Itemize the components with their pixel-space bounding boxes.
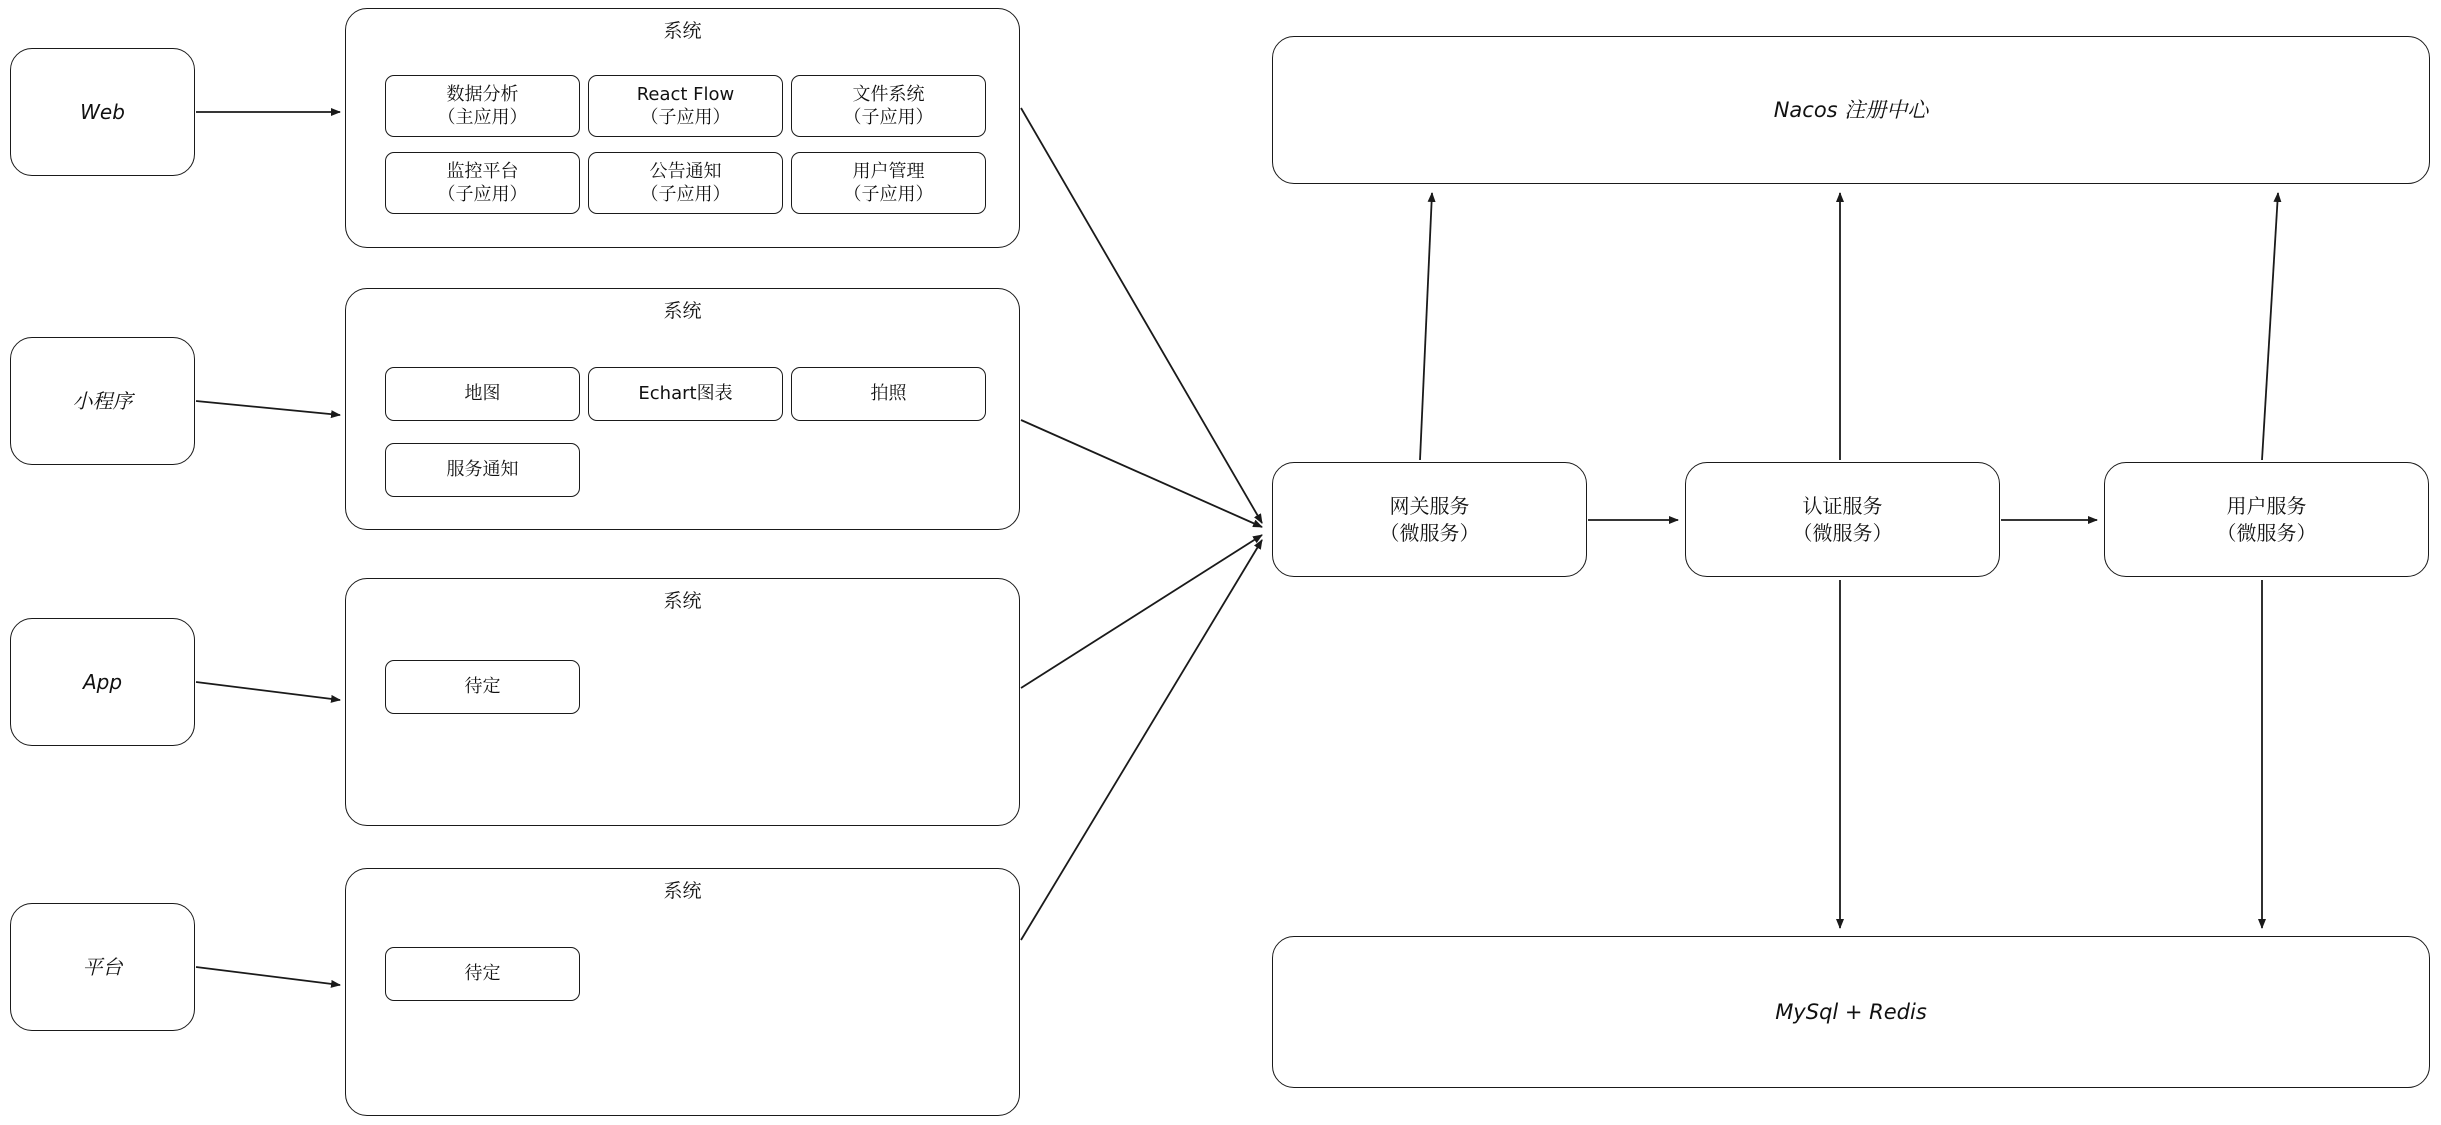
- sub-app-label: 服务通知: [446, 459, 519, 481]
- sub-app-label: 数据分析: [446, 83, 519, 105]
- sub-app-label: React Flow: [636, 83, 735, 105]
- sub-app-map[interactable]: [385, 367, 580, 421]
- sub-app-tbd-app[interactable]: [385, 660, 580, 714]
- sub-app-announcement[interactable]: [588, 152, 783, 214]
- sub-app-monitor-platform[interactable]: [385, 152, 580, 214]
- client-node-web[interactable]: [10, 48, 195, 176]
- sub-app-file-system[interactable]: [791, 75, 986, 137]
- sub-app-sublabel: （子应用）: [843, 107, 934, 128]
- sub-app-label: 文件系统: [852, 83, 925, 105]
- service-node-auth[interactable]: [1685, 462, 2000, 577]
- edge-groupplatform-to-gateway: [1021, 540, 1262, 940]
- edge-app-to-group: [196, 682, 340, 700]
- sub-app-label: 待定: [464, 963, 501, 985]
- client-label: 小程序: [72, 388, 133, 413]
- service-label: 用户服务: [2226, 493, 2307, 518]
- group-title: 系统: [663, 20, 702, 42]
- edge-platform-to-group: [196, 967, 340, 985]
- sub-app-sublabel: （子应用）: [640, 184, 731, 205]
- edge-groupapp-to-gateway: [1021, 535, 1262, 688]
- service-label: 网关服务: [1389, 493, 1470, 518]
- service-node-database[interactable]: [1272, 936, 2430, 1088]
- sub-app-photo[interactable]: [791, 367, 986, 421]
- sub-app-echart[interactable]: [588, 367, 783, 421]
- service-sublabel: （微服务）: [2216, 520, 2317, 545]
- sub-app-label: 用户管理: [852, 160, 925, 182]
- client-label: App: [82, 669, 123, 694]
- sub-app-data-analysis[interactable]: [385, 75, 580, 137]
- sub-app-sublabel: （子应用）: [437, 184, 528, 205]
- edge-groupweb-to-gateway: [1021, 108, 1262, 523]
- service-sublabel: （微服务）: [1379, 520, 1480, 545]
- group-title: 系统: [663, 300, 702, 322]
- client-label: Web: [80, 99, 125, 124]
- sub-app-label: Echart图表: [638, 383, 733, 405]
- sub-app-label: 公告通知: [649, 160, 722, 182]
- service-label: MySql + Redis: [1775, 999, 1927, 1024]
- client-node-app[interactable]: [10, 618, 195, 746]
- group-title: 系统: [663, 590, 702, 612]
- edge-groupmini-to-gateway: [1021, 420, 1262, 527]
- edge-gateway-to-nacos: [1420, 193, 1432, 460]
- sub-app-label: 监控平台: [446, 160, 519, 182]
- sub-app-label: 待定: [464, 676, 501, 698]
- sub-app-sublabel: （主应用）: [437, 107, 528, 128]
- sub-app-react-flow[interactable]: [588, 75, 783, 137]
- sub-app-sublabel: （子应用）: [640, 107, 731, 128]
- edge-user-to-nacos: [2262, 193, 2278, 460]
- client-node-platform[interactable]: [10, 903, 195, 1031]
- service-label: Nacos 注册中心: [1773, 97, 1929, 122]
- edge-miniapp-to-group: [196, 401, 340, 415]
- sub-app-tbd-platform[interactable]: [385, 947, 580, 1001]
- client-node-miniapp[interactable]: [10, 337, 195, 465]
- group-title: 系统: [663, 880, 702, 902]
- sub-app-label: 拍照: [870, 383, 907, 405]
- sub-app-service-notification[interactable]: [385, 443, 580, 497]
- service-label: 认证服务: [1802, 493, 1883, 518]
- service-sublabel: （微服务）: [1792, 520, 1893, 545]
- service-node-nacos[interactable]: [1272, 36, 2430, 184]
- service-node-gateway[interactable]: [1272, 462, 1587, 577]
- client-label: 平台: [82, 954, 123, 979]
- sub-app-label: 地图: [464, 383, 501, 405]
- service-node-user[interactable]: [2104, 462, 2429, 577]
- sub-app-sublabel: （子应用）: [843, 184, 934, 205]
- sub-app-user-management[interactable]: [791, 152, 986, 214]
